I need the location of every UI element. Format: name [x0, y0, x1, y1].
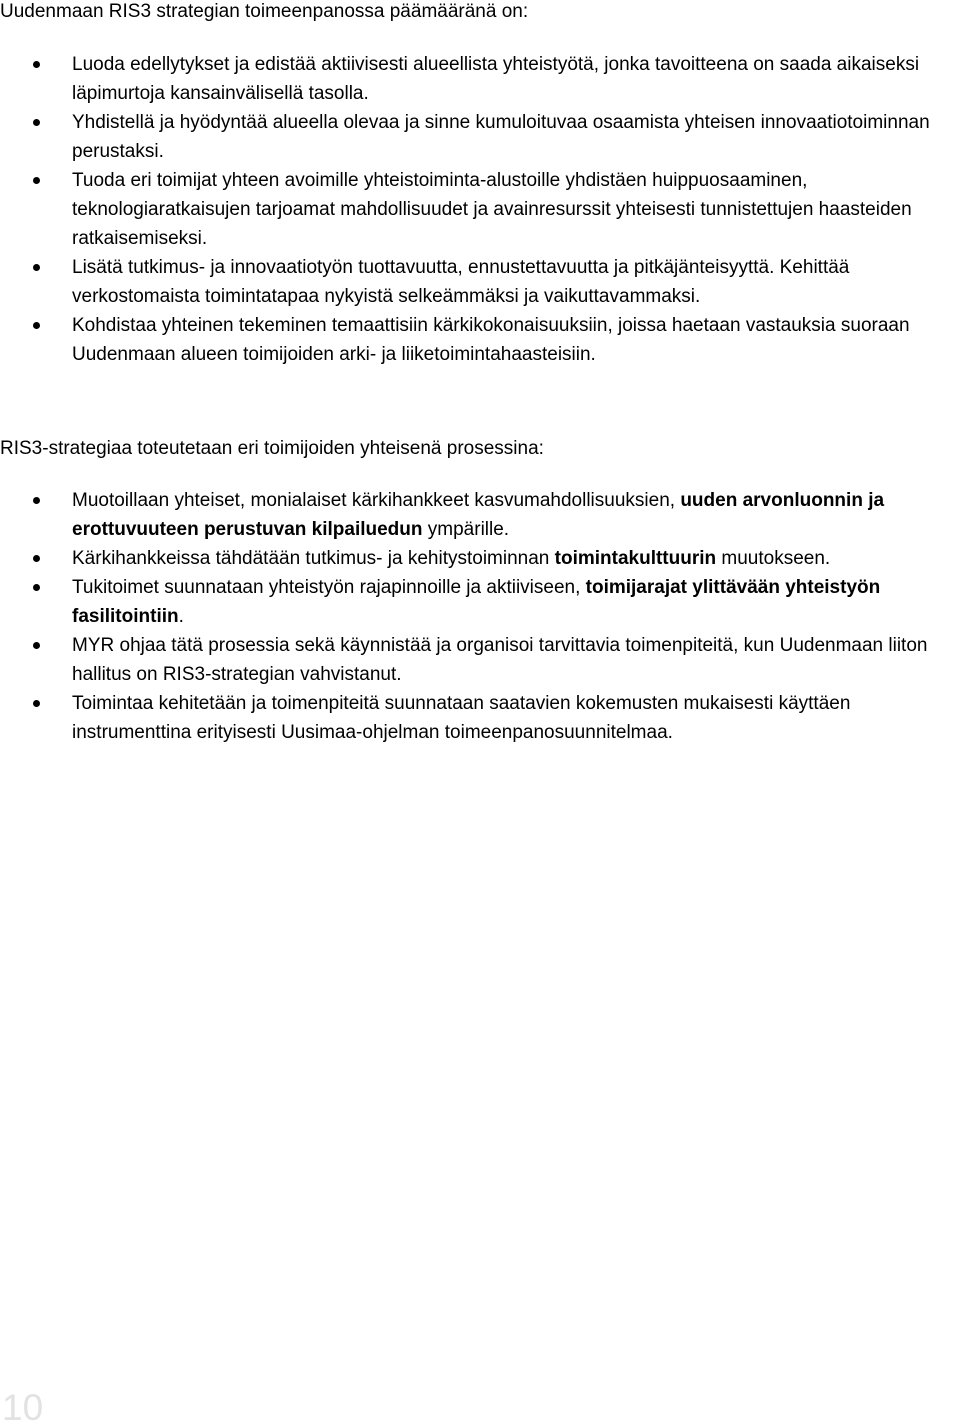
- list-item-text-end: .: [178, 606, 184, 627]
- list-item-text: Kärkihankkeissa tähdätään tutkimus- ja kehitystoiminnan: [72, 548, 555, 569]
- list-item: [0, 689, 960, 747]
- bullet-icon: [33, 61, 40, 68]
- bullet-icon: [33, 700, 40, 707]
- list-item: [0, 166, 960, 253]
- bullet-icon: [33, 642, 40, 649]
- bullet-icon: [33, 119, 40, 126]
- list-item-text: Yhdistellä ja hyödyntää alueella olevaa ja sinne kumuloituvaa osaamista yhteisen innovaatiotoiminnan perustaksi.: [72, 112, 930, 162]
- list-item-text: Lisätä tutkimus- ja innovaatiotyön tuottavuutta, ennustettavuutta ja pitkäjänteisyyttä. Kehittää verkostomaista toimintatapaa nykyistä selkeämmäksi ja vaikuttavammaksi.: [72, 257, 850, 307]
- list-item-emphasis: toimintakulttuurin: [554, 548, 717, 569]
- list-item: [0, 486, 960, 544]
- list-item: [0, 631, 960, 689]
- section-heading-process: RIS3-strategiaa toteutetaan eri toimijoiden yhteisenä prosessina:: [0, 438, 544, 459]
- list-item-text: Kohdistaa yhteinen tekeminen temaattisiin kärkikokonaisuuksiin, joissa haetaan vastauksia suoraan Uudenmaan alueen toimijoiden arki- ja liiketoimintahaasteisiin.: [72, 315, 910, 365]
- list-item-emphasis: toimijarajat ylittävään yhteistyön fasilitointiin: [72, 577, 881, 627]
- list-item-text: MYR ohjaa tätä prosessia sekä käynnistää ja organisoi tarvittavia toimenpiteitä, kun Uudenmaan liiton hallitus on RIS3-strategian vahvistanut.: [72, 635, 928, 685]
- list-item-text: Tukitoimet suunnataan yhteistyön rajapinnoille ja aktiiviseen,: [72, 577, 586, 598]
- bullet-icon: [33, 555, 40, 562]
- list-item: [0, 108, 960, 166]
- list-item-text: Tuoda eri toimijat yhteen avoimille yhteistoiminta-alustoille yhdistäen huippuosaaminen, teknologiaratkaisujen tarjoamat mahdollisuudet ja avainresurssit yhteisesti tunnistettujen haasteiden ratkaisemiseksi.: [72, 170, 912, 249]
- list-item: [0, 544, 960, 573]
- list-item-text: Muotoillaan yhteiset, monialaiset kärkihankkeet kasvumahdollisuuksien,: [72, 490, 681, 511]
- process-list: [0, 486, 960, 747]
- bullet-icon: [33, 584, 40, 591]
- bullet-icon: [33, 497, 40, 504]
- goals-list: [0, 50, 960, 369]
- list-item-text: Toimintaa kehitetään ja toimenpiteitä suunnataan saatavien kokemusten mukaisesti käyttäen instrumenttina erityisesti Uusimaa-ohjelman toimeenpanosuunnitelmaa.: [72, 693, 851, 743]
- bullet-icon: [33, 264, 40, 271]
- list-item: [0, 50, 960, 108]
- page-number: 10: [2, 1387, 44, 1428]
- list-item-text-end: muutokseen.: [716, 548, 831, 569]
- section-heading-goals: Uudenmaan RIS3 strategian toimeenpanossa päämääränä on:: [0, 1, 529, 22]
- bullet-icon: [33, 177, 40, 184]
- list-item-text: Luoda edellytykset ja edistää aktiivisesti alueellista yhteistyötä, jonka tavoitteena on saada aikaiseksi läpimurtoja kansainvälisellä tasolla.: [72, 54, 920, 104]
- list-item-emphasis: uuden arvonluonnin ja erottuvuuteen perustuvan kilpailuedun: [72, 490, 885, 540]
- list-item: [0, 573, 960, 631]
- list-item-text-end: ympärille.: [422, 519, 510, 540]
- bullet-icon: [33, 322, 40, 329]
- list-item: [0, 253, 960, 311]
- list-item: [0, 311, 960, 369]
